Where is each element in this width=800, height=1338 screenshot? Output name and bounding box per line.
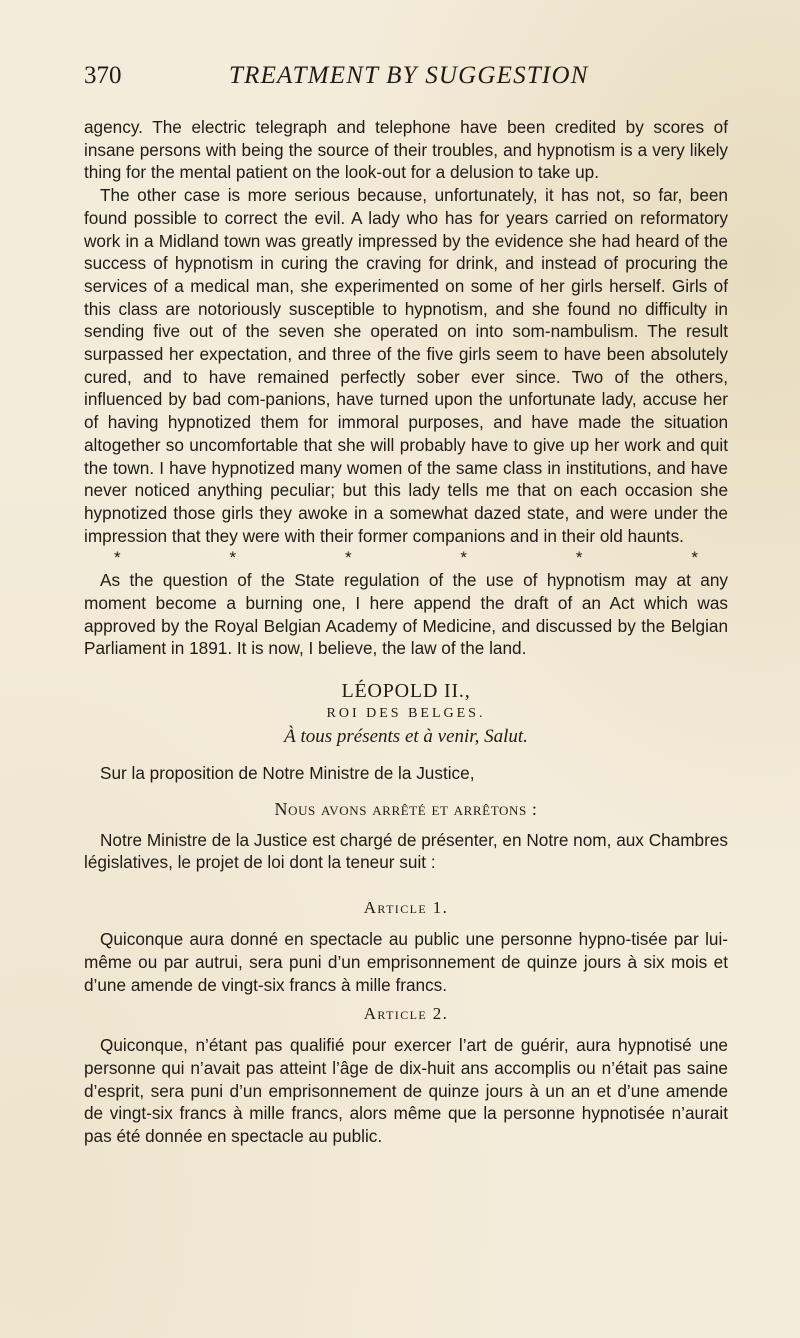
article-2-text: Quiconque, n’étant pas qualifié pour exercer l’art de guérir, aura hypnotisé une personne qui n’avait pas atteint l’âge de dix-huit ans accomplis ou n’était pas saine d’esprit, sera puni d’un emprisonnement de quinze jours à un an et d’une amende de vingt-six francs à mille francs, alors même que la personne hypnotisée n’aurait pas été donnée en spectacle au public. (84, 1035, 728, 1147)
paragraph-1: agency. The electric telegraph and telephone have been credited by scores of insane persons with being the source of their troubles, and hypnotism is a very likely thing for the mental patient on the look-out for a delusion to take up. (84, 117, 728, 183)
separator-star: * (229, 548, 237, 568)
decree-salutation: À tous présents et à venir, Salut. (284, 726, 528, 747)
page-header (84, 62, 724, 102)
separator-star: * (114, 548, 121, 568)
decree-title: ROI DES BELGES. (326, 706, 486, 721)
body-text (84, 116, 728, 660)
decree-king: LÉOPOLD II., (341, 680, 471, 702)
separator-star: * (344, 548, 352, 568)
separator-star: * (575, 548, 583, 568)
separator-star: * (460, 548, 468, 568)
running-title: TREATMENT BY SUGGESTION (229, 62, 589, 89)
article-1-heading: Article 1. (363, 898, 449, 918)
separator-star: * (691, 548, 698, 568)
article-1-text: Quiconque aura donné en spectacle au public une personne hypno-tisée par lui-même ou par autrui, sera puni d’un emprisonnement de quinze jours à six mois et d’une amende de vingt-six francs à mille francs. (84, 929, 728, 995)
decree-minister-charge: Notre Ministre de la Justice est chargé de présenter, en Notre nom, aux Chambres législatives, le projet de loi dont la teneur suit : (84, 829, 728, 873)
article-2-heading: Article 2. (363, 1004, 449, 1024)
paragraph-2: The other case is more serious because, unfortunately, it has not, so far, been found possible to correct the evil. A lady who has for years carried on reformatory work in a Midland town was greatly impressed by the evidence she had heard of the success of hypnotism in curing the craving for drink, and instead of procuring the services of a medical man, she experimented on some of her girls herself. Girls of this class are notoriously susceptible to hypnotism, and she found no difficulty in sending five out of the seven she operated on into som-nambulism. The result surpassed her expectation, and three of the five girls seem to have been absolutely cured, and to have remained perfectly sober ever since. Two of the others, influenced by bad com-panions, have turned upon the unfortunate lady, accuse her of having hypnotized them for immoral purposes, and have made the situation altogether so uncomfortable that she will probably have to give up her work and quit the town. I have hypnotized many women of the same class in institutions, and have never noticed anything peculiar; but this lady tells me that on each occasion she hypnotized those girls they awoke in a somewhat dazed state, and were under the impression that they were with their former companions and in their old haunts. (84, 185, 728, 546)
page-number: 370 (84, 62, 122, 89)
section-separator (84, 547, 728, 569)
paragraph-3: As the question of the State regulation of the use of hypnotism may at any moment become a burning one, I here append the draft of an Act which was approved by the Royal Belgian Academy of Medicine, and discussed by the Belgian Parliament in 1891. It is now, I believe, the law of the land. (84, 570, 728, 659)
belgian-decree (84, 678, 728, 1148)
decree-resolution: Nous avons arrêté et arrêtons : (274, 798, 538, 819)
decree-proposition: Sur la proposition de Notre Ministre de la Justice, (100, 763, 475, 783)
